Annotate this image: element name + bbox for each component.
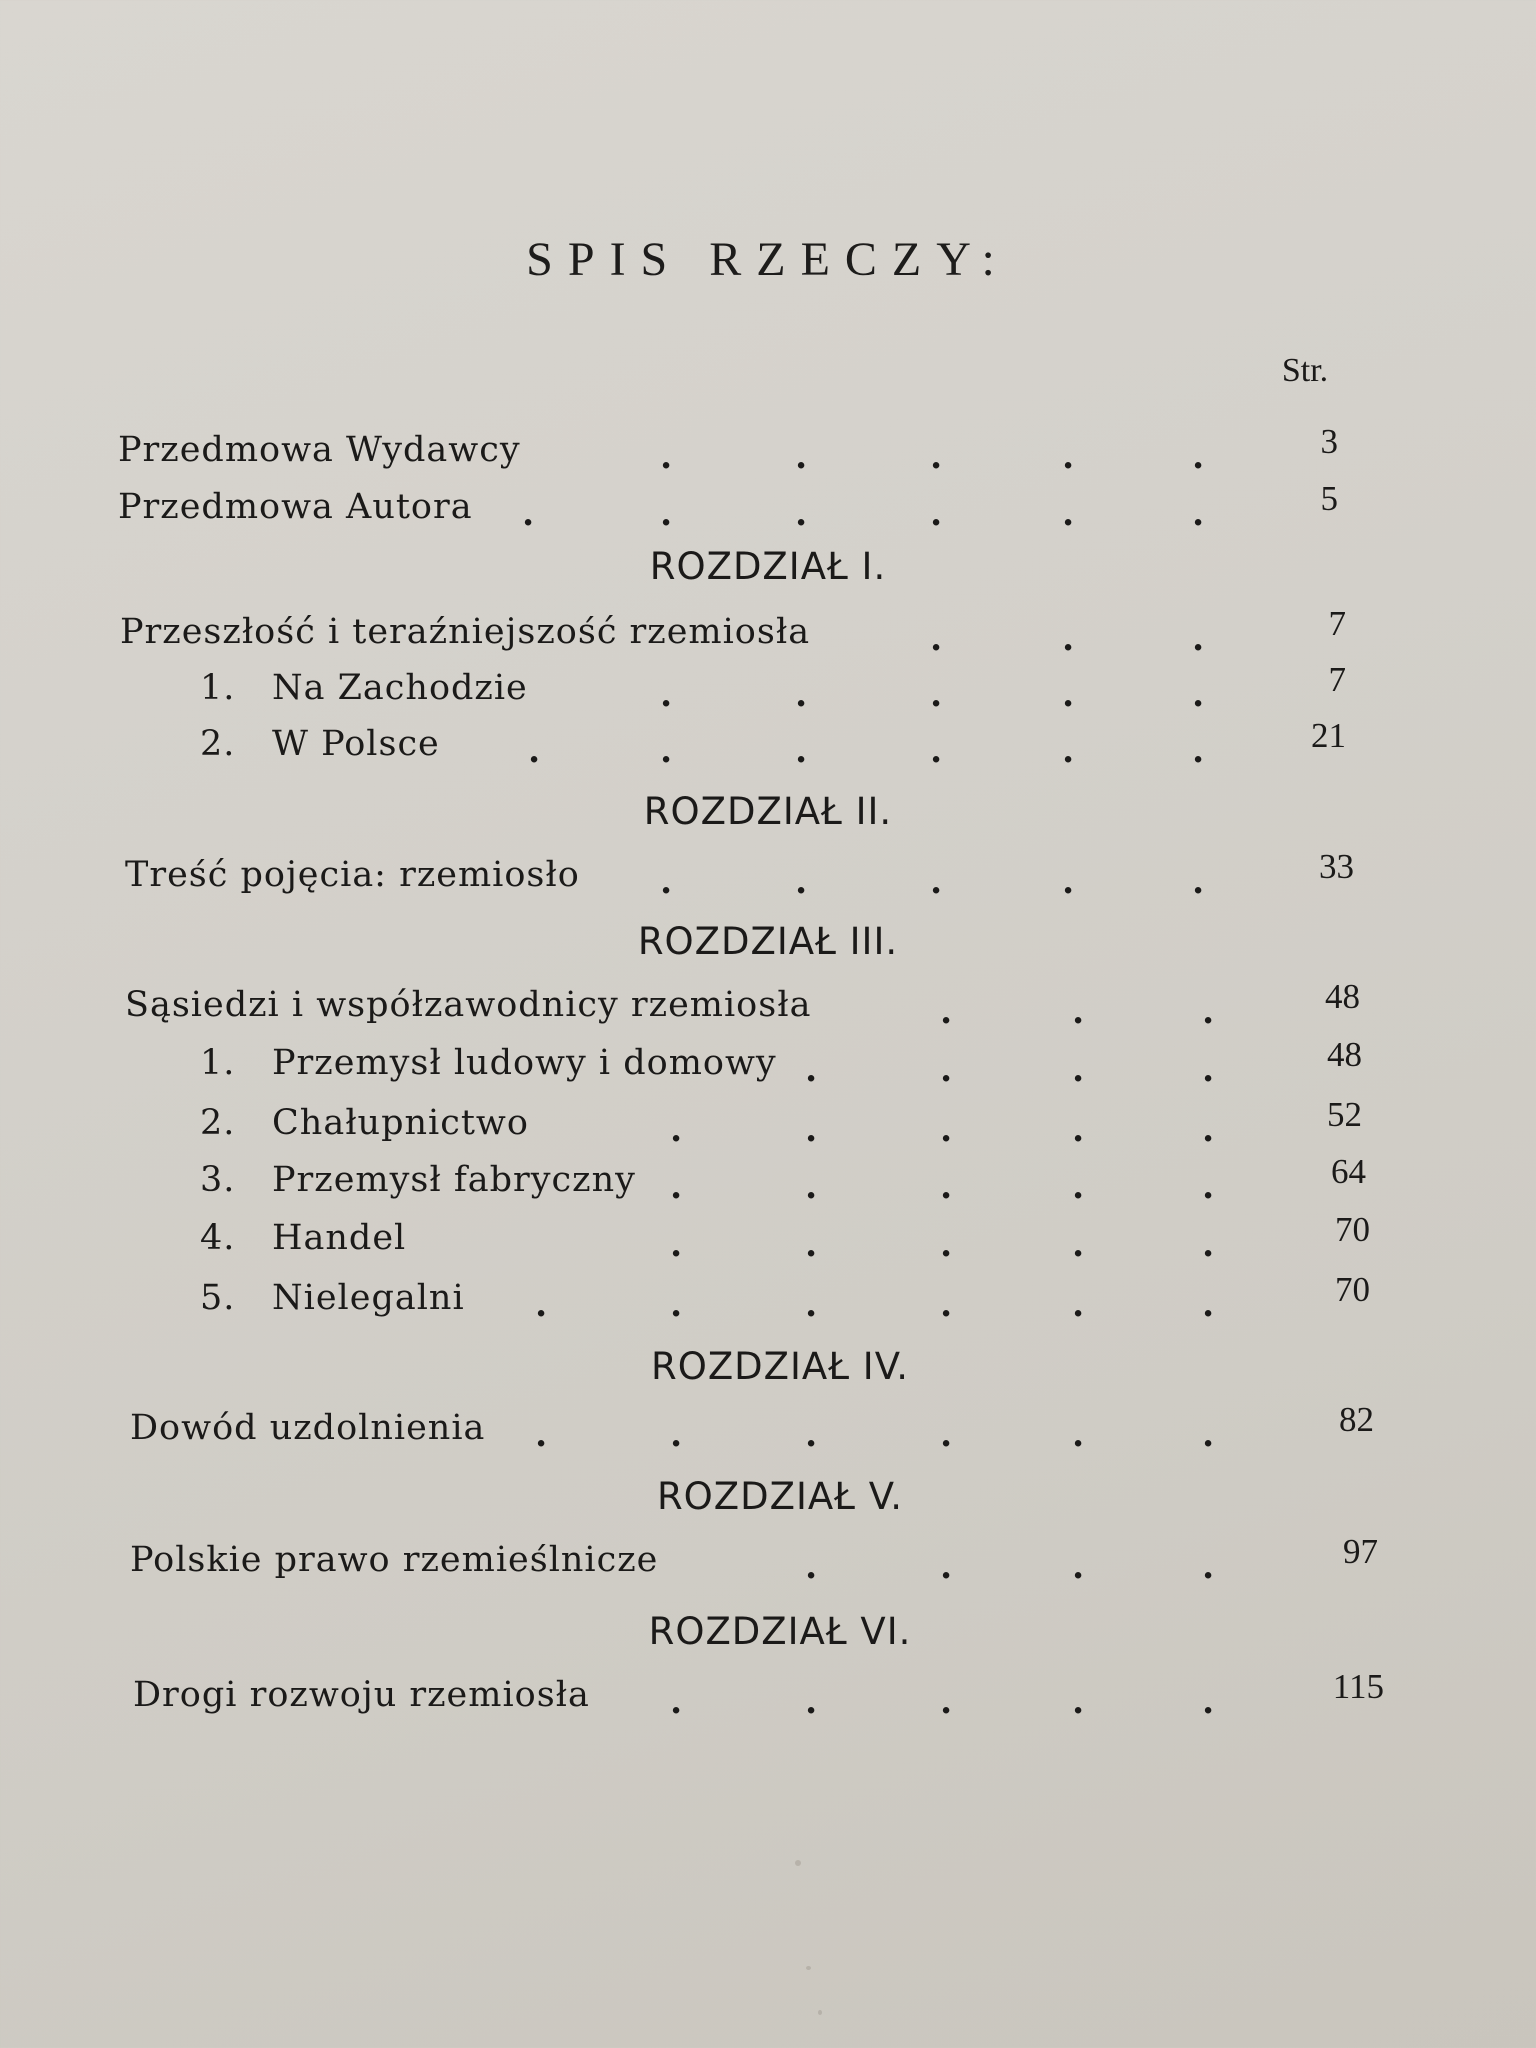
leader-dot: . [1062, 436, 1075, 477]
leader-dot: . [805, 1049, 818, 1090]
entry-title: Handel [272, 1218, 407, 1258]
leader-dot: . [528, 730, 541, 771]
leader-dot: . [795, 861, 808, 902]
entry-title: Przemysł fabryczny [272, 1160, 636, 1200]
leader-dot: . [805, 1166, 818, 1207]
leader-dot: . [1202, 1284, 1215, 1325]
entry-title: Na Zachodzie [272, 668, 528, 708]
toc-entry [118, 487, 473, 543]
paper-blemish [818, 2010, 822, 2015]
leader-dot: . [1202, 1166, 1215, 1207]
entry-title: Przedmowa Wydawcy [118, 430, 521, 470]
chapter-heading: ROZDZIAŁ V. [656, 1475, 904, 1518]
leader-dot: . [940, 1681, 953, 1722]
toc-entry [200, 1103, 529, 1159]
entry-page-number: 7 [1328, 660, 1346, 699]
leader-dot: . [1202, 1681, 1215, 1722]
leader-dot: . [930, 436, 943, 477]
leader-dot: . [940, 1284, 953, 1325]
leader-dot: . [940, 1224, 953, 1265]
leader-dot: . [1062, 861, 1075, 902]
leader-dot: . [522, 493, 535, 534]
toc-entry [200, 1160, 636, 1216]
entry-title: Polskie prawo rzemieślnicze [130, 1540, 659, 1580]
entry-page-number: 21 [1311, 716, 1346, 755]
leader-dot: . [940, 991, 953, 1032]
entry-page-number: 33 [1319, 847, 1354, 886]
leader-dot: . [940, 1109, 953, 1150]
leader-dot: . [1062, 618, 1075, 659]
leader-dot: . [535, 1284, 548, 1325]
entry-page-number: 70 [1335, 1210, 1370, 1249]
chapter-heading: ROZDZIAŁ II. [643, 790, 893, 833]
leader-dot: . [805, 1224, 818, 1265]
entry-page-number: 115 [1332, 1667, 1384, 1706]
page-column-label: Str. [1281, 352, 1329, 389]
chapter-heading: ROZDZIAŁ VI. [648, 1610, 912, 1653]
leader-dot: . [1072, 1049, 1085, 1090]
leader-dot: . [930, 674, 943, 715]
entry-page-number: 64 [1331, 1152, 1366, 1191]
leader-dot: . [805, 1681, 818, 1722]
entry-page-number: 97 [1343, 1532, 1378, 1571]
leader-dot: . [805, 1284, 818, 1325]
leader-dot: . [940, 1546, 953, 1587]
leader-dot: . [1062, 493, 1075, 534]
leader-dot: . [1202, 1414, 1215, 1455]
leader-dot: . [795, 730, 808, 771]
toc-entry [200, 724, 440, 780]
leader-dot: . [660, 436, 673, 477]
toc-entry [133, 1675, 590, 1731]
paper-blemish [795, 1860, 801, 1866]
leader-dot: . [1202, 991, 1215, 1032]
entry-title: Treść pojęcia: rzemiosło [125, 855, 580, 895]
leader-dot: . [1192, 730, 1205, 771]
leader-dot: . [670, 1166, 683, 1207]
entry-page-number: 48 [1327, 1035, 1362, 1074]
leader-dot: . [1202, 1049, 1215, 1090]
leader-dot: . [670, 1224, 683, 1265]
leader-dot: . [940, 1414, 953, 1455]
entry-number: 4. [200, 1218, 236, 1258]
leader-dot: . [1202, 1546, 1215, 1587]
leader-dot: . [670, 1414, 683, 1455]
entry-title: Przemysł ludowy i domowy [272, 1043, 777, 1083]
toc-entry [130, 1408, 485, 1464]
leader-dot: . [1072, 1681, 1085, 1722]
entry-page-number: 7 [1328, 604, 1346, 643]
leader-dot: . [670, 1681, 683, 1722]
entry-page-number: 48 [1325, 977, 1360, 1016]
entry-number: 5. [200, 1278, 236, 1318]
leader-dot: . [1062, 674, 1075, 715]
entry-number: 1. [200, 1043, 236, 1083]
leader-dot: . [1062, 730, 1075, 771]
leader-dot: . [930, 618, 943, 659]
toc-entry [120, 612, 810, 668]
entry-title: W Polsce [272, 724, 440, 764]
toc-entry [200, 1278, 465, 1334]
entry-title: Przeszłość i teraźniejszość rzemiosła [120, 612, 811, 652]
leader-dot: . [805, 1546, 818, 1587]
leader-dot: . [940, 1049, 953, 1090]
leader-dot: . [1072, 991, 1085, 1032]
entry-number: 1. [200, 668, 236, 708]
entry-page-number: 52 [1327, 1095, 1362, 1134]
leader-dot: . [1072, 1414, 1085, 1455]
entry-title: Przedmowa Autora [118, 487, 473, 527]
leader-dot: . [795, 493, 808, 534]
leader-dot: . [1202, 1109, 1215, 1150]
chapter-heading: ROZDZIAŁ III. [637, 920, 899, 963]
leader-dot: . [930, 861, 943, 902]
toc-entry [118, 430, 521, 486]
toc-entry [200, 1218, 406, 1274]
leader-dot: . [1192, 436, 1205, 477]
leader-dot: . [535, 1414, 548, 1455]
entry-title: Sąsiedzi i współzawodnicy rzemiosła [125, 985, 812, 1025]
entry-number: 3. [200, 1160, 236, 1200]
leader-dot: . [670, 1284, 683, 1325]
leader-dot: . [1202, 1224, 1215, 1265]
toc-entry [200, 1043, 777, 1099]
leader-dot: . [795, 674, 808, 715]
leader-dot: . [1192, 493, 1205, 534]
leader-dot: . [805, 1414, 818, 1455]
entry-title: Chałupnictwo [272, 1103, 529, 1143]
entry-number: 2. [200, 724, 236, 764]
entry-number: 2. [200, 1103, 236, 1143]
leader-dot: . [660, 861, 673, 902]
leader-dot: . [1072, 1109, 1085, 1150]
leader-dot: . [1072, 1224, 1085, 1265]
leader-dot: . [805, 1109, 818, 1150]
leader-dot: . [1192, 861, 1205, 902]
page-title: SPIS RZECZY: [526, 233, 1010, 286]
toc-entry [200, 668, 528, 724]
toc-entry [125, 985, 811, 1041]
toc-entry [125, 855, 580, 911]
leader-dot: . [1072, 1546, 1085, 1587]
entry-page-number: 3 [1320, 422, 1338, 461]
leader-dot: . [1192, 674, 1205, 715]
paper-blemish [806, 1966, 811, 1970]
leader-dot: . [660, 493, 673, 534]
leader-dot: . [1192, 618, 1205, 659]
leader-dot: . [660, 674, 673, 715]
leader-dot: . [940, 1166, 953, 1207]
entry-page-number: 70 [1335, 1270, 1370, 1309]
leader-dot: . [1072, 1166, 1085, 1207]
leader-dot: . [795, 436, 808, 477]
leader-dot: . [660, 730, 673, 771]
leader-dot: . [930, 493, 943, 534]
toc-entry [130, 1540, 658, 1596]
entry-page-number: 5 [1320, 479, 1338, 518]
chapter-heading: ROZDZIAŁ IV. [650, 1345, 909, 1388]
entry-page-number: 82 [1339, 1400, 1374, 1439]
leader-dot: . [1072, 1284, 1085, 1325]
entry-title: Drogi rozwoju rzemiosła [133, 1675, 590, 1715]
entry-title: Nielegalni [272, 1278, 465, 1318]
chapter-heading: ROZDZIAŁ I. [649, 545, 887, 588]
leader-dot: . [930, 730, 943, 771]
entry-title: Dowód uzdolnienia [130, 1408, 486, 1448]
leader-dot: . [670, 1109, 683, 1150]
